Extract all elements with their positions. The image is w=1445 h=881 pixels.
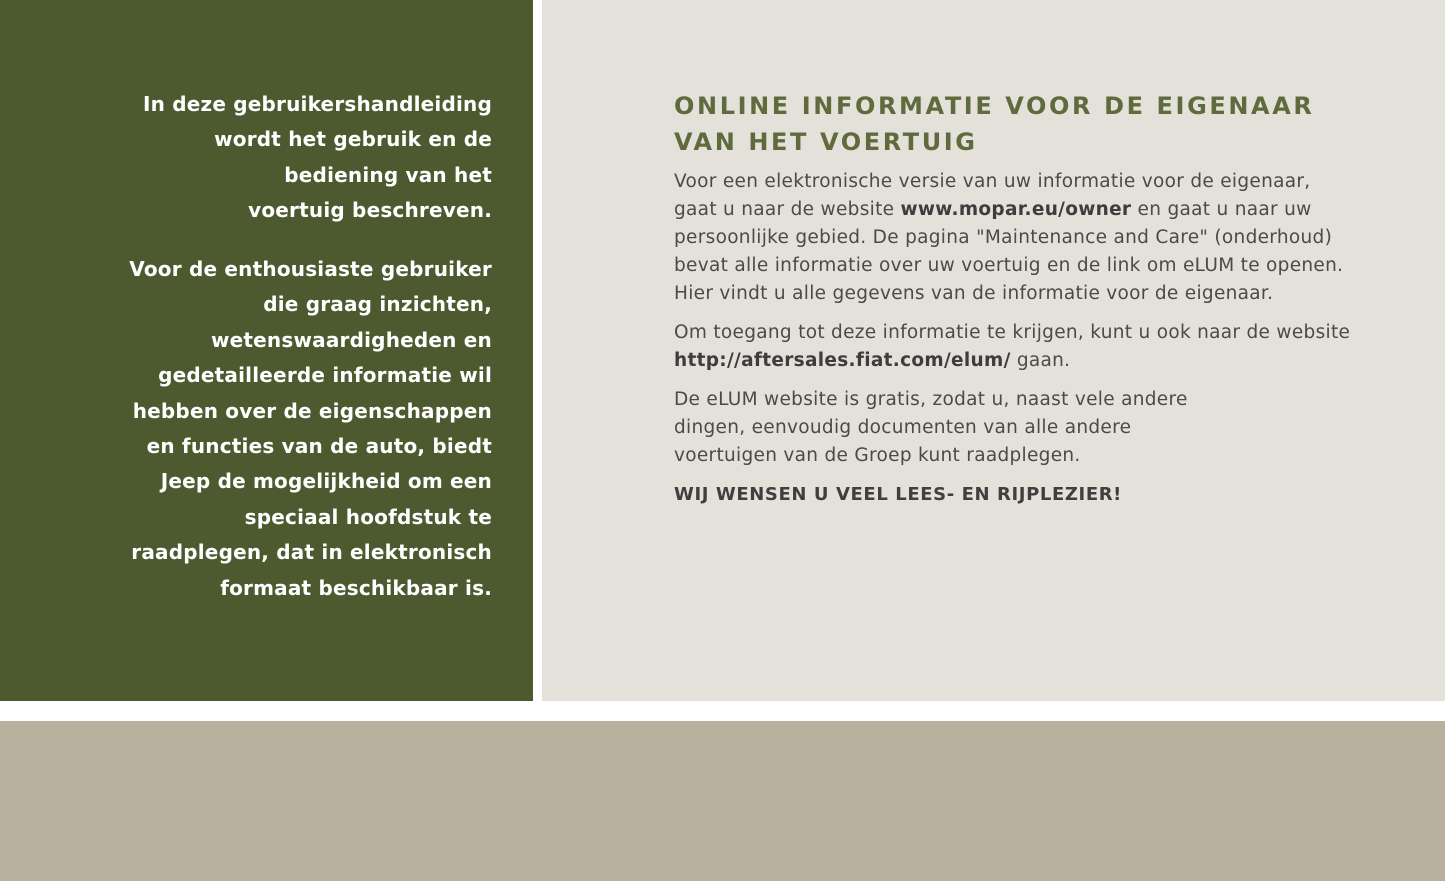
heading-line: ONLINE INFORMATIE VOOR DE EIGENAAR <box>674 92 1315 120</box>
paragraph-line: Om toegang tot deze informatie te krijgen, kunt u ook naar de website <box>674 322 1351 343</box>
elum-paragraph <box>674 386 1188 470</box>
paragraph-line: voertuigen van de Groep kunt raadplegen. <box>674 445 1081 466</box>
intro-line: voertuig beschreven. <box>248 198 492 223</box>
section-heading <box>674 88 1314 160</box>
bottom-band <box>0 721 1445 881</box>
text-fragment: gaat u naar de website <box>674 199 901 220</box>
paragraph-line: Voor een elektronische versie van uw informatie voor de eigenaar, <box>674 171 1311 192</box>
intro-paragraph-2 <box>129 252 492 606</box>
online-info-panel <box>542 0 1445 701</box>
closing-message: WIJ WENSEN U VEEL LEES- EN RIJPLEZIER! <box>674 484 1122 505</box>
paragraph-line <box>674 347 1350 375</box>
access-paragraph <box>674 319 1350 375</box>
paragraph-line: Hier vindt u alle gegevens van de informatie voor de eigenaar. <box>674 283 1274 304</box>
intro-line: Voor de enthousiaste gebruiker <box>129 257 492 281</box>
intro-line: en functies van de auto, biedt <box>146 434 492 459</box>
intro-line: bediening van het <box>284 162 492 187</box>
owner-info-paragraph <box>674 168 1343 308</box>
intro-line: speciaal hoofdstuk te <box>244 504 492 529</box>
intro-paragraph-1 <box>143 87 492 229</box>
aftersales-elum-link[interactable]: http://aftersales.fiat.com/elum/ <box>674 350 1011 371</box>
intro-line: die graag inzichten, <box>263 292 492 317</box>
intro-line: formaat beschikbaar is. <box>220 575 492 600</box>
text-fragment: gaan. <box>1010 350 1071 371</box>
intro-line: wetenswaardigheden en <box>210 327 492 352</box>
intro-line: wordt het gebruik en de <box>214 127 492 152</box>
intro-line: Jeep de mogelijkheid om een <box>160 469 492 494</box>
paragraph-line: dingen, eenvoudig documenten van alle andere <box>674 417 1132 438</box>
intro-line: gedetailleerde informatie wil <box>158 363 492 388</box>
text-fragment: en gaat u naar uw <box>1131 199 1312 220</box>
paragraph-line: persoonlijke gebied. De pagina "Maintenance and Care" (onderhoud) <box>674 227 1333 248</box>
intro-panel <box>0 0 533 701</box>
paragraph-line <box>674 196 1343 224</box>
mopar-owner-link[interactable]: www.mopar.eu/owner <box>900 199 1132 220</box>
paragraph-line: De eLUM website is gratis, zodat u, naast vele andere <box>674 389 1188 410</box>
intro-line: raadplegen, dat in elektronisch <box>131 540 492 565</box>
intro-line: In deze gebruikershandleiding <box>142 92 492 116</box>
heading-line: VAN HET VOERTUIG <box>674 128 978 156</box>
intro-line: hebben over de eigenschappen <box>132 398 492 423</box>
paragraph-line: bevat alle informatie over uw voertuig en de link om eLUM te openen. <box>674 255 1344 276</box>
